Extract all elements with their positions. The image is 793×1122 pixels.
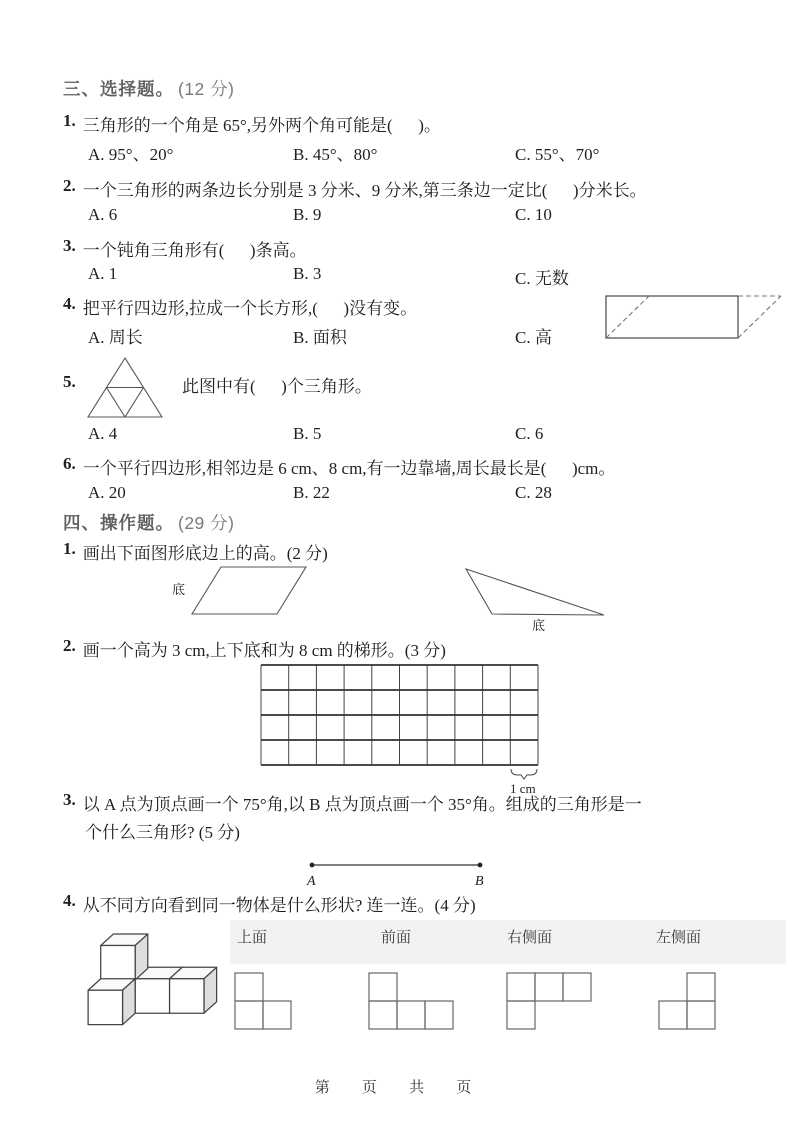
s4-question-4	[63, 891, 476, 916]
s3-question-4	[63, 294, 417, 319]
s3-question-3	[63, 236, 307, 261]
grid-scale-label: 1 cm	[510, 781, 536, 795]
question-number: 3.	[63, 790, 76, 809]
s3-question-6	[63, 454, 615, 479]
s4-q1-figure-parallelogram	[158, 556, 318, 626]
s3-q3-option-b: B. 3	[293, 264, 322, 283]
section4-title: 四、操作题。	[63, 513, 174, 533]
view-label-right: 右侧面	[507, 929, 553, 946]
base-label: 底	[172, 582, 186, 597]
s4-q3-segment-ab	[303, 853, 489, 891]
s3-q1-option-c: C. 55°、70°	[515, 145, 600, 164]
section3-header	[63, 76, 234, 101]
question-text: 一个钝角三角形有( )条高。	[82, 241, 307, 260]
s3-q6-option-b: B. 22	[293, 483, 330, 502]
view-label-top: 上面	[237, 929, 268, 946]
section3-title: 三、选择题。	[63, 79, 174, 99]
view-shape-top	[234, 972, 294, 1032]
question-text: 个什么三角形? (5 分)	[85, 823, 240, 842]
question-number: 6.	[63, 454, 76, 473]
question-text: 把平行四边形,拉成一个长方形,( )没有变。	[82, 299, 418, 318]
question-text: 三角形的一个角是 65°,另外两个角可能是( )。	[82, 116, 441, 135]
s3-q5-option-c: C. 6	[515, 424, 544, 443]
view-label-front: 前面	[381, 929, 412, 946]
s4-q1-figure-triangle	[452, 558, 617, 633]
question-text: 一个三角形的两条边长分别是 3 分米、9 分米,第三条边一定比( )分米长。	[82, 181, 647, 200]
point-b-label: B	[475, 874, 484, 889]
s4-question-2	[63, 636, 446, 661]
question-number: 4.	[63, 294, 76, 313]
s3-q4-option-a: A. 周长	[88, 328, 143, 347]
s3-q1-option-b: B. 45°、80°	[293, 145, 378, 164]
question-number: 1.	[63, 539, 76, 558]
section4-header	[63, 510, 234, 535]
section4-score: (29 分)	[178, 513, 235, 533]
question-number: 3.	[63, 236, 76, 255]
s4-question-3-line1	[63, 790, 642, 815]
s3-q5-option-a: A. 4	[88, 424, 118, 443]
page-footer: 第 页 共 页	[314, 1079, 479, 1096]
s3-q2-option-b: B. 9	[293, 205, 322, 224]
s3-q6-option-a: A. 20	[88, 483, 126, 502]
s3-question-5-number	[63, 372, 83, 392]
question-number: 1.	[63, 111, 76, 130]
q5-figure-triangles	[84, 356, 166, 422]
s3-question-5	[182, 372, 372, 397]
view-label-left: 左侧面	[656, 929, 702, 946]
s4-question-3-line2	[85, 818, 240, 843]
s3-q4-option-b: B. 面积	[293, 328, 347, 347]
question-number: 5.	[63, 372, 76, 391]
view-shape-right	[506, 972, 594, 1032]
question-number: 4.	[63, 891, 76, 910]
s3-q2-option-c: C. 10	[515, 205, 552, 224]
question-number: 2.	[63, 176, 76, 195]
s3-q4-option-c: C. 高	[515, 328, 552, 347]
question-text: 以 A 点为顶点画一个 75°角,以 B 点为顶点画一个 35°角。组成的三角形是一	[82, 795, 642, 814]
s3-q3-option-a: A. 1	[88, 264, 118, 283]
question-text: 从不同方向看到同一物体是什么形状? 连一连。(4 分)	[82, 896, 476, 915]
section3-score: (12 分)	[178, 79, 235, 99]
s3-question-2	[63, 176, 647, 201]
point-a-label: A	[307, 874, 316, 889]
s3-question-1	[63, 111, 441, 136]
question-text: 此图中有( )个三角形。	[182, 377, 372, 396]
s3-q2-option-a: A. 6	[88, 205, 118, 224]
s4-q2-grid	[259, 663, 551, 795]
s3-q6-option-c: C. 28	[515, 483, 552, 502]
s3-q5-option-b: B. 5	[293, 424, 322, 443]
q4-figure-parallelogram-to-rectangle	[598, 290, 790, 348]
question-number: 2.	[63, 636, 76, 655]
view-shape-left	[658, 972, 718, 1032]
question-text: 画一个高为 3 cm,上下底和为 8 cm 的梯形。(3 分)	[82, 641, 446, 660]
s3-q3-option-c: C. 无数	[515, 269, 569, 288]
question-text: 一个平行四边形,相邻边是 6 cm、8 cm,有一边靠墙,周长最长是( )cm。	[82, 459, 616, 478]
s4-q4-cubes-figure	[72, 926, 227, 1035]
question-text: 画出下面图形底边上的高。(2 分)	[82, 544, 328, 563]
base-label: 底	[532, 618, 546, 633]
view-shape-front	[368, 972, 456, 1032]
s3-q1-option-a: A. 95°、20°	[88, 145, 174, 164]
